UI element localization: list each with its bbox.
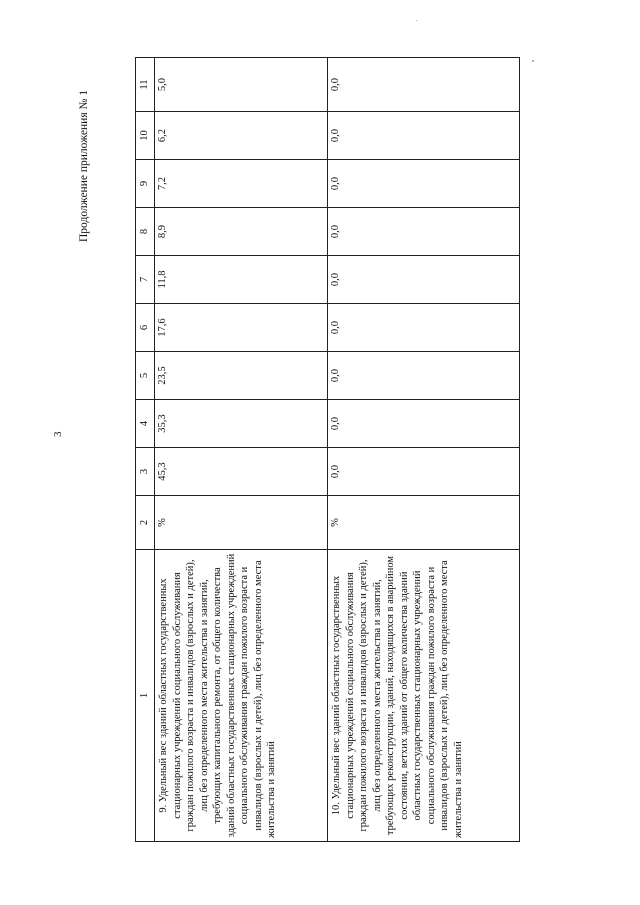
- indicator-unit: %: [328, 496, 520, 550]
- column-header: 2: [136, 496, 155, 550]
- column-header: 11: [136, 58, 155, 112]
- table-row: [328, 58, 520, 842]
- column-header: 3: [136, 448, 155, 496]
- indicator-value: 0,0: [328, 256, 520, 304]
- indicator-value: 0,0: [328, 208, 520, 256]
- indicator-value: 5,0: [155, 58, 328, 112]
- indicator-value: 0,0: [328, 448, 520, 496]
- indicator-value: 35,3: [155, 400, 328, 448]
- indicator-value: 6,2: [155, 112, 328, 160]
- scan-speck: [416, 20, 417, 21]
- column-header: 4: [136, 400, 155, 448]
- indicator-unit: %: [155, 496, 328, 550]
- indicator-value: 0,0: [328, 160, 520, 208]
- indicator-value: 0,0: [328, 304, 520, 352]
- indicator-value: 0,0: [328, 352, 520, 400]
- indicator-value: 45,3: [155, 448, 328, 496]
- column-header: 8: [136, 208, 155, 256]
- indicators-table: [135, 57, 520, 842]
- column-header: 1: [136, 550, 155, 842]
- column-header: 7: [136, 256, 155, 304]
- indicator-value: 11,8: [155, 256, 328, 304]
- table-row: [155, 58, 328, 842]
- column-header: 5: [136, 352, 155, 400]
- indicator-value: 8,9: [155, 208, 328, 256]
- table-header-row: [136, 58, 155, 842]
- column-header: 10: [136, 112, 155, 160]
- indicator-value: 23,5: [155, 352, 328, 400]
- appendix-caption: Продолжение приложения № 1: [78, 89, 90, 242]
- indicator-value: 0,0: [328, 112, 520, 160]
- column-header: 6: [136, 304, 155, 352]
- indicator-value: 17,6: [155, 304, 328, 352]
- rotated-table-container: [135, 58, 520, 842]
- indicator-description: 10. Удельный вес зданий областных государственных стационарных учреждений социального обслуживания граждан пожилого возраста и инвалидов (взрослых и детей), лиц без определенного места жительства и занятий, требующих реконструкции, зданий, находящихся в аварийном состоянии, ветхих зданий от общего количества зданий областных государственных стационарных учреждений социального обслуживания граждан пожилого возраста и инвалидов (взрослых и детей), лиц без определенного места жительства и занятий: [328, 550, 520, 842]
- indicator-description: 9. Удельный вес зданий областных государственных стационарных учреждений социального обслуживания граждан пожилого возраста и инвалидов (взрослых и детей), лиц без определенного места жительства и занятий, требующих капитального ремонта, от общего количества зданий областных государственных стационарных учреждений социального обслуживания граждан пожилого возраста и инвалидов (взрослых и детей), лиц без определенного места жительства и занятий: [155, 550, 328, 842]
- page-number: 3: [52, 431, 64, 437]
- indicator-value: 0,0: [328, 58, 520, 112]
- indicator-value: 0,0: [328, 400, 520, 448]
- scan-speck: [532, 60, 534, 62]
- indicator-value: 7,2: [155, 160, 328, 208]
- column-header: 9: [136, 160, 155, 208]
